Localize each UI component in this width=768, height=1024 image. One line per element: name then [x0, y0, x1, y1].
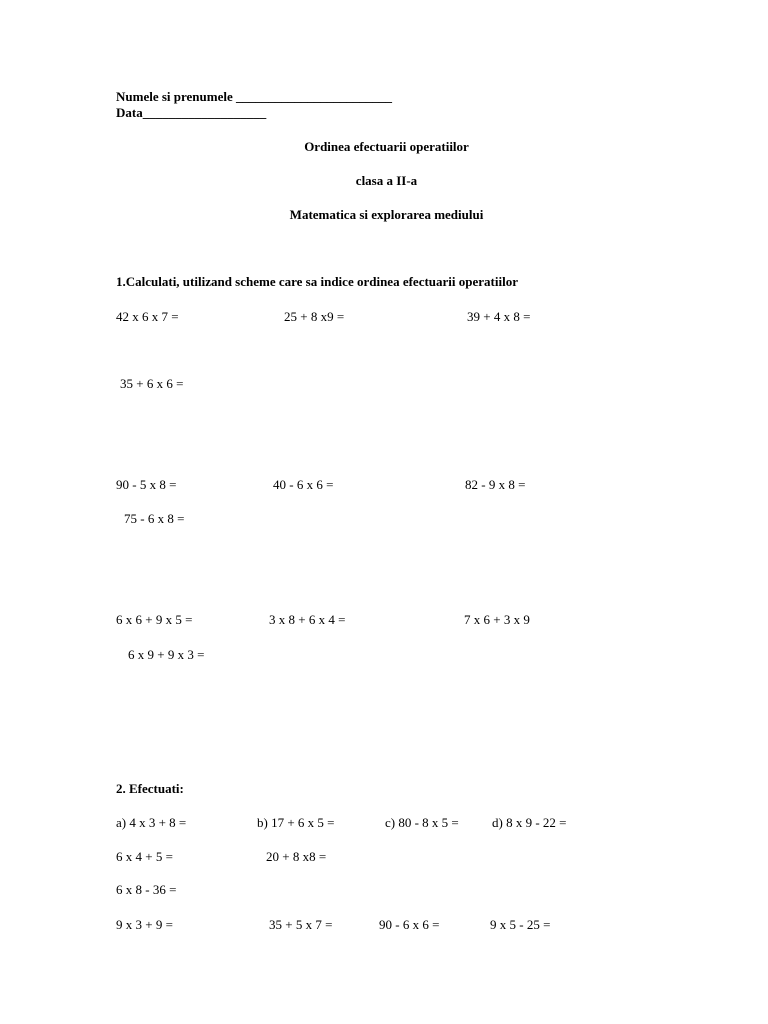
ex1-expression: 7 x 6 + 3 x 9 [464, 612, 530, 627]
ex1-expression: 42 x 6 x 7 = [116, 309, 179, 324]
ex2-expression: 35 + 5 x 7 = [269, 917, 333, 932]
grade-title: clasa a II-a [355, 173, 418, 188]
ex1-expression: 39 + 4 x 8 = [467, 309, 531, 324]
ex2-expression: 20 + 8 x8 = [266, 849, 327, 864]
ex1-expression: 6 x 9 + 9 x 3 = [128, 647, 205, 662]
exercise-1-heading: 1.Calculati, utilizand scheme care sa indice ordinea efectuarii operatiilor [116, 274, 518, 289]
worksheet-topic-title: Ordinea efectuarii operatiilor [304, 139, 469, 154]
ex2-expression: 90 - 6 x 6 = [379, 917, 440, 932]
name-field-label: Numele si prenumele ________________________ [116, 89, 392, 104]
ex2-expression: a) 4 x 3 + 8 = [116, 815, 187, 830]
ex1-expression: 75 - 6 x 8 = [124, 511, 185, 526]
exercise-2-heading: 2. Efectuati: [116, 781, 184, 796]
ex2-expression: d) 8 x 9 - 22 = [492, 815, 567, 830]
subject-title: Matematica si explorarea mediului [289, 207, 484, 222]
ex2-expression: c) 80 - 8 x 5 = [385, 815, 459, 830]
ex1-expression: 35 + 6 x 6 = [120, 376, 184, 391]
ex2-expression: 9 x 3 + 9 = [116, 917, 173, 932]
ex1-expression: 25 + 8 x9 = [284, 309, 345, 324]
ex1-expression: 3 x 8 + 6 x 4 = [269, 612, 346, 627]
date-field-label: Data___________________ [116, 105, 267, 120]
ex2-expression: 6 x 4 + 5 = [116, 849, 173, 864]
ex1-expression: 40 - 6 x 6 = [273, 477, 334, 492]
ex1-expression: 90 - 5 x 8 = [116, 477, 177, 492]
ex2-expression: 6 x 8 - 36 = [116, 882, 177, 897]
ex1-expression: 82 - 9 x 8 = [465, 477, 526, 492]
ex2-expression: b) 17 + 6 x 5 = [257, 815, 335, 830]
ex1-expression: 6 x 6 + 9 x 5 = [116, 612, 193, 627]
ex2-expression: 9 x 5 - 25 = [490, 917, 551, 932]
